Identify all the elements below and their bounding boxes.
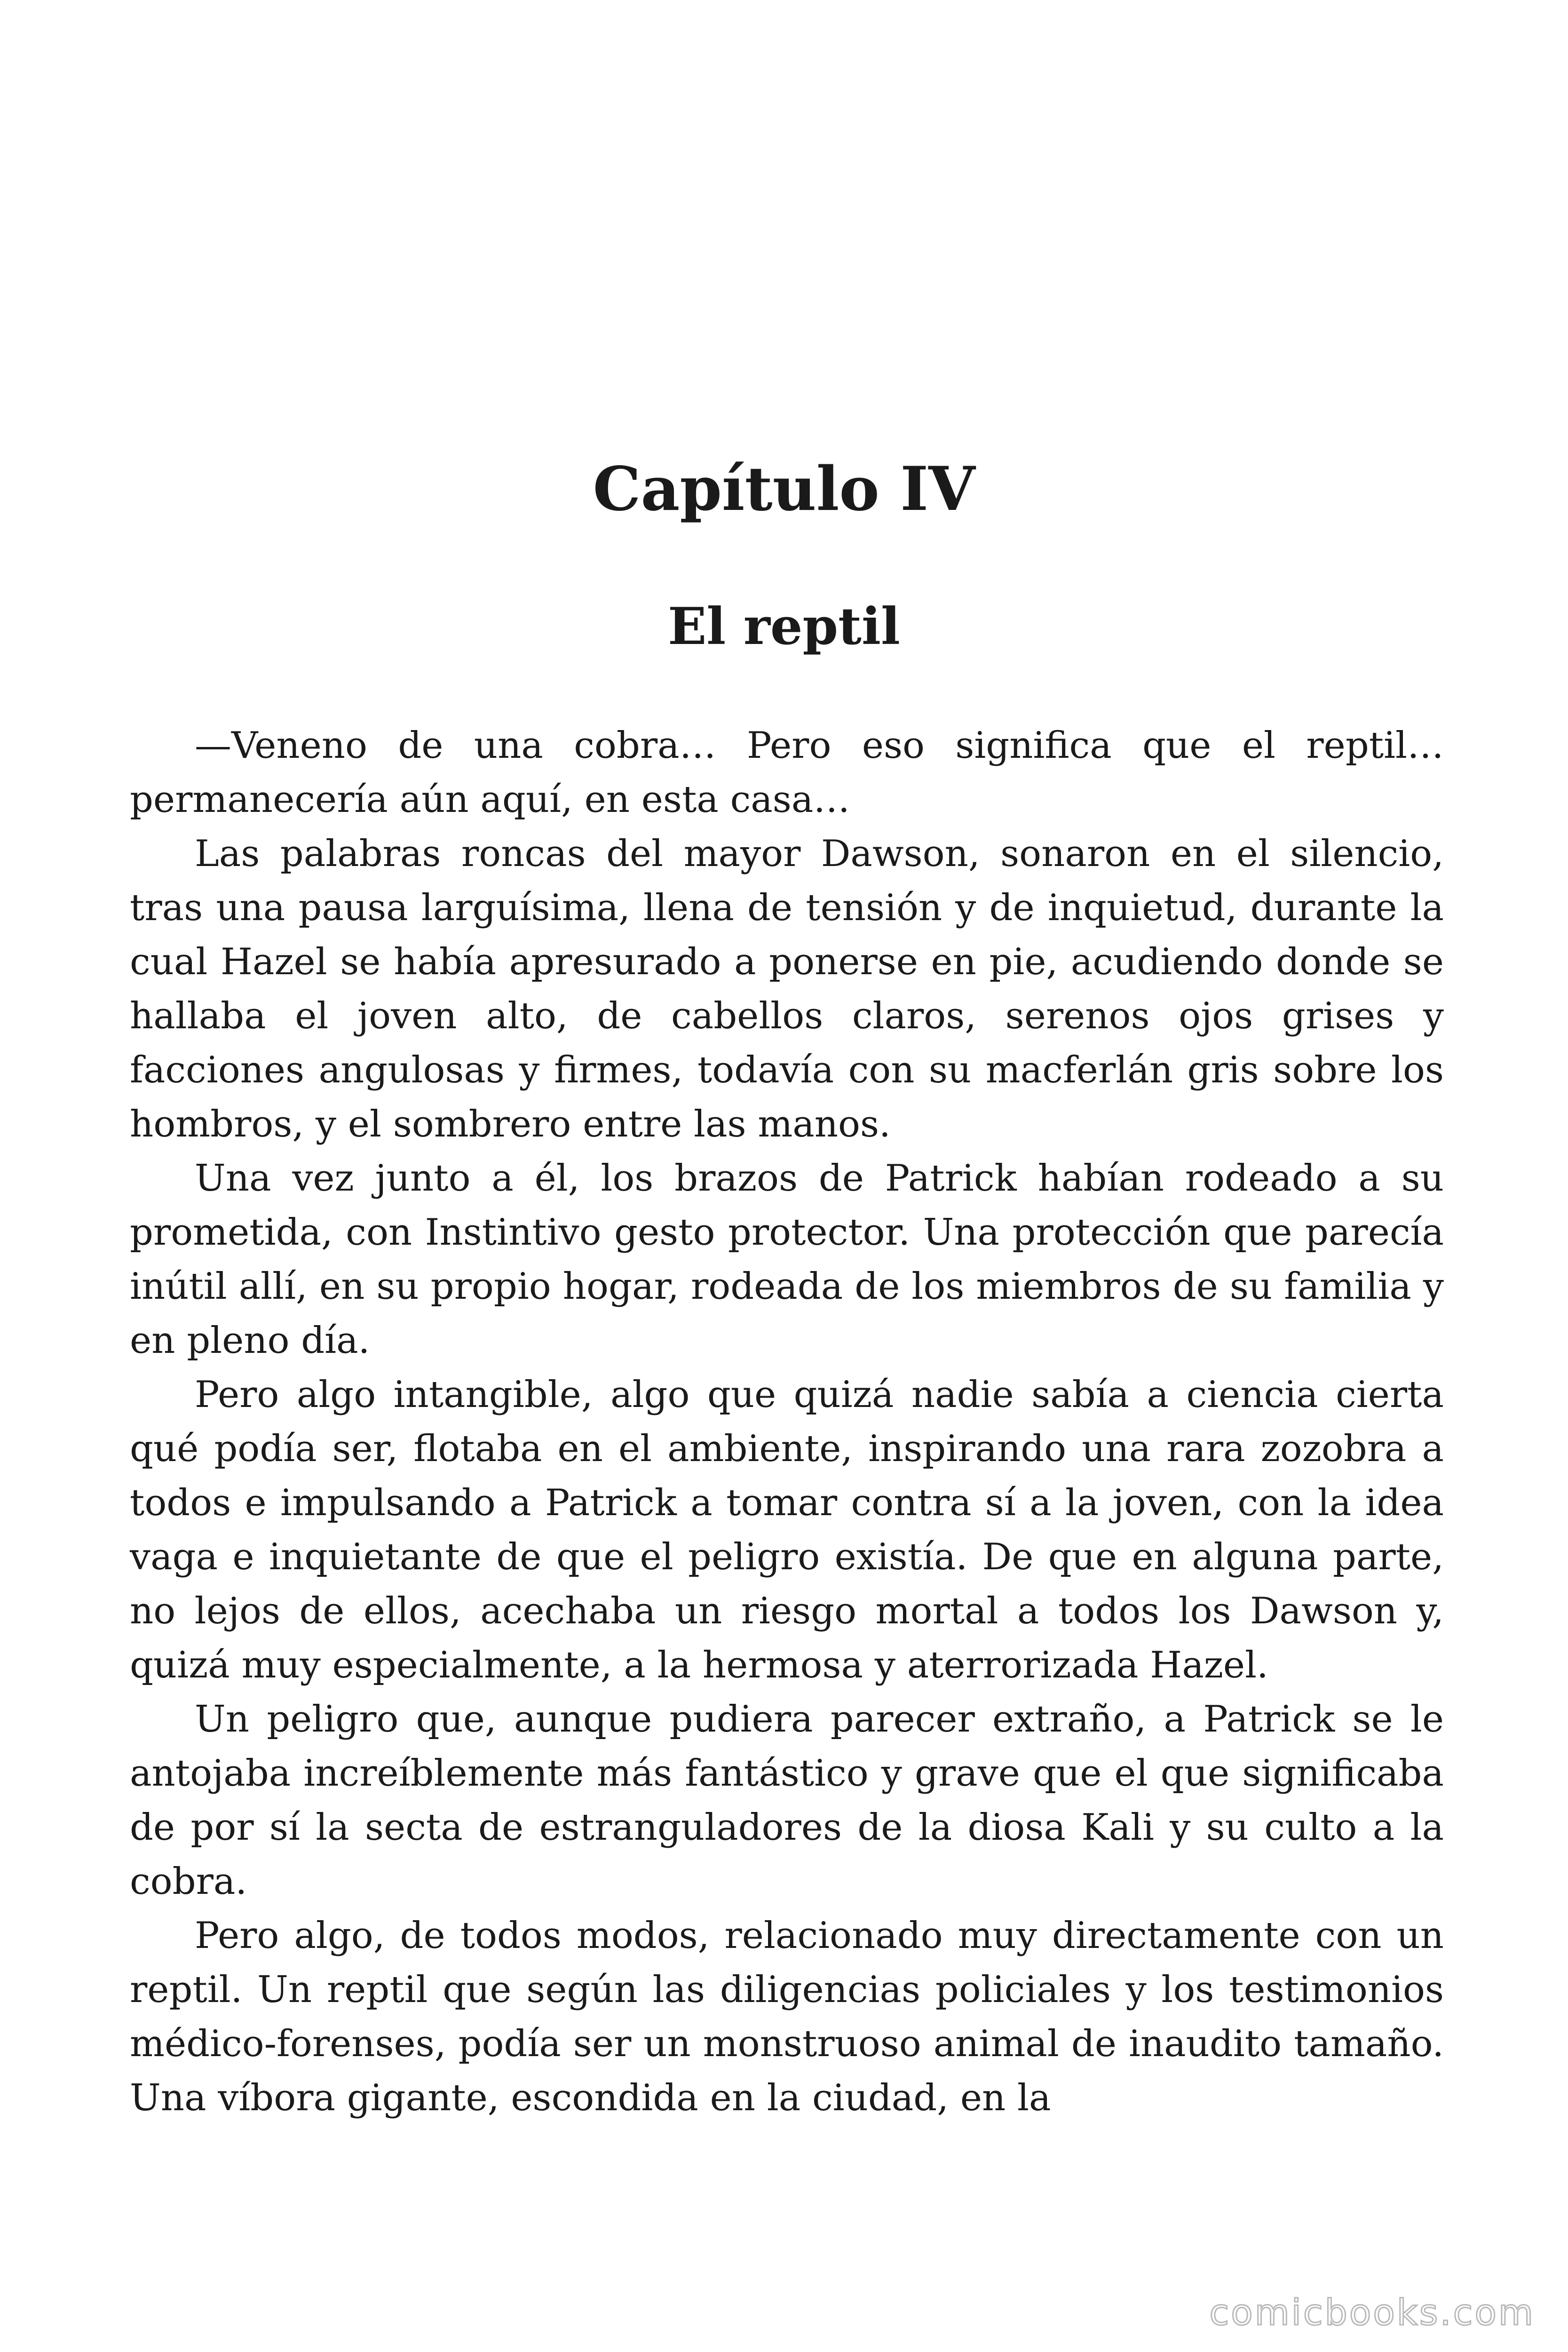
chapter-title: Capítulo IV: [593, 454, 975, 524]
chapter-subtitle: El reptil: [667, 597, 900, 656]
watermark: comicbooks.com: [1209, 2291, 1535, 2333]
paragraph: Pero algo intangible, algo que quizá nadie sabía a ciencia cierta qué podía ser, flotaba en el ambiente, inspirando una rara zozobra a todos e impulsando a Patrick a tomar contra sí a la joven, con la idea vaga e inquietante de que el peligro existía. De que en alguna parte, no lejos de ellos, acechaba un riesgo mortal a todos los Dawson y, quizá muy especialmente, a la hermosa y aterrorizada Hazel.: [130, 1374, 1444, 1686]
paragraph: Pero algo, de todos modos, relacionado muy directamente con un reptil. Un reptil que según las diligencias policiales y los testimonios médico-forenses, podía ser un monstruoso animal de inaudito tamaño. Una víbora gigante, escondida en la ciudad, en la: [130, 1915, 1444, 2119]
paragraph: Una vez junto a él, los brazos de Patrick habían rodeado a su prometida, con Instintivo gesto protector. Una protección que parecía inútil allí, en su propio hogar, rodeada de los miembros de su familia y en pleno día.: [130, 1157, 1444, 1362]
paragraph: Un peligro que, aunque pudiera parecer extraño, a Patrick se le antojaba increíblemente más fantástico y grave que el que significaba de por sí la secta de estranguladores de la diosa Kali y su culto a la cobra.: [130, 1698, 1444, 1903]
chapter-body: [130, 719, 1444, 2125]
paragraph: —Veneno de una cobra… Pero eso significa que el reptil… permanecería aún aquí, en esta casa…: [130, 724, 1444, 821]
paragraph: Las palabras roncas del mayor Dawson, sonaron en el silencio, tras una pausa larguísima, llena de tensión y de inquietud, durante la cual Hazel se había apresurado a ponerse en pie, acudiendo donde se hallaba el joven alto, de cabellos claros, serenos ojos grises y facciones angulosas y firmes, todavía con su macferlán gris sobre los hombros, y el sombrero entre las manos.: [130, 833, 1444, 1145]
